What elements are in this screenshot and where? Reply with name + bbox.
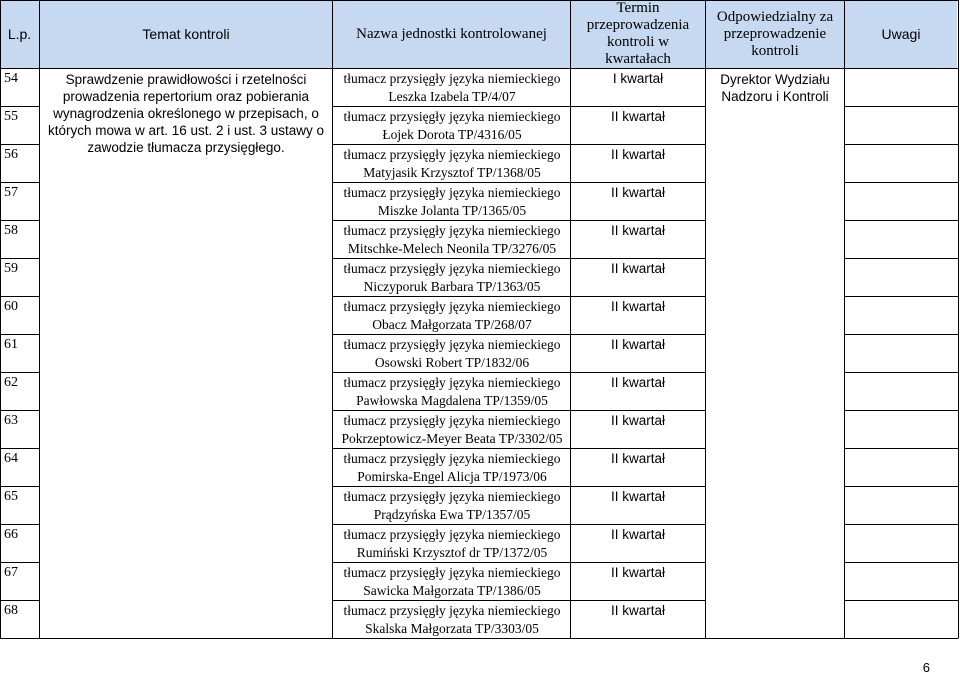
unit-cell <box>334 488 570 524</box>
row-number: 59 <box>4 261 18 276</box>
topic-line: Sprawdzenie prawidłowości i rzetelności <box>65 72 307 87</box>
unit-role: tłumacz przysięgły języka niemieckiego <box>343 299 561 314</box>
unit-name: Matyjasik Krzysztof TP/1368/05 <box>363 165 541 180</box>
unit-cell <box>334 184 570 220</box>
unit-name: Łojek Dorota TP/4316/05 <box>382 127 522 142</box>
row-number: 66 <box>4 527 18 542</box>
table-row <box>0 410 960 448</box>
page-number: 6 <box>922 660 930 675</box>
unit-role: tłumacz przysięgły języka niemieckiego <box>343 527 561 542</box>
unit-cell <box>334 260 570 296</box>
table-row <box>0 486 960 524</box>
row-number: 58 <box>4 223 18 238</box>
responsible-line: Dyrektor Wydziału <box>720 72 830 87</box>
row-number: 68 <box>4 603 18 618</box>
term-cell: II kwartał <box>610 261 665 276</box>
unit-name: Osowski Robert TP/1832/06 <box>374 355 530 370</box>
term-cell: II kwartał <box>610 565 665 580</box>
term-cell: II kwartał <box>610 451 665 466</box>
unit-name: Pokrzeptowicz-Meyer Beata TP/3302/05 <box>341 431 563 446</box>
term-cell: II kwartał <box>610 109 665 124</box>
row-number: 57 <box>4 185 18 200</box>
unit-role: tłumacz przysięgły języka niemieckiego <box>343 147 561 162</box>
term-cell: II kwartał <box>610 603 665 618</box>
row-number: 61 <box>4 337 18 352</box>
unit-cell <box>334 108 570 144</box>
unit-role: tłumacz przysięgły języka niemieckiego <box>343 603 561 618</box>
header-topic-label: Temat kontroli <box>142 25 230 42</box>
table-row <box>0 296 960 334</box>
table-row <box>0 524 960 562</box>
header-term-line: Termin <box>616 0 660 16</box>
table-row <box>0 182 960 220</box>
term-cell: II kwartał <box>610 527 665 542</box>
topic-line: prowadzenia repertorium oraz pobierania <box>62 89 310 104</box>
unit-name: Skalska Małgorzata TP/3303/05 <box>365 621 539 636</box>
header-responsible-line: Odpowiedzialny za <box>716 8 834 25</box>
table-row <box>0 334 960 372</box>
unit-role: tłumacz przysięgły języka niemieckiego <box>343 489 561 504</box>
unit-role: tłumacz przysięgły języka niemieckiego <box>343 71 561 86</box>
topic-line: których mowa w art. 16 ust. 2 i ust. 3 ustawy o <box>47 123 325 138</box>
unit-name: Rumiński Krzysztof dr TP/1372/05 <box>356 545 548 560</box>
term-cell: II kwartał <box>610 337 665 352</box>
row-number: 60 <box>4 299 18 314</box>
unit-role: tłumacz przysięgły języka niemieckiego <box>343 223 561 238</box>
table-row <box>0 220 960 258</box>
term-cell: II kwartał <box>610 223 665 238</box>
term-cell: II kwartał <box>610 413 665 428</box>
unit-name: Miszke Jolanta TP/1365/05 <box>377 203 527 218</box>
term-cell: II kwartał <box>610 147 665 162</box>
table-row <box>0 372 960 410</box>
unit-cell <box>334 602 570 638</box>
unit-name: Leszka Izabela TP/4/07 <box>388 89 516 104</box>
header-term-line: kwartałach <box>605 51 671 67</box>
unit-name: Prądzyńska Ewa TP/1357/05 <box>373 507 531 522</box>
term-cell: II kwartał <box>610 375 665 390</box>
unit-cell <box>334 564 570 600</box>
header-notes-label: Uwagi <box>881 25 921 42</box>
unit-cell <box>334 298 570 334</box>
header-lp-label: L.p. <box>7 25 32 42</box>
table-row <box>0 258 960 296</box>
table-row <box>0 106 960 144</box>
responsible-line: Nadzoru i Kontroli <box>721 89 829 104</box>
row-number: 62 <box>4 375 18 390</box>
row-number: 67 <box>4 565 18 580</box>
unit-cell <box>334 526 570 562</box>
unit-name: Pawłowska Magdalena TP/1359/05 <box>356 393 548 408</box>
row-number: 56 <box>4 147 18 162</box>
header-responsible-line: kontroli <box>751 42 799 59</box>
term-cell: I kwartał <box>612 71 664 86</box>
unit-cell <box>334 146 570 182</box>
unit-name: Pomirska-Engel Alicja TP/1973/06 <box>357 469 547 484</box>
row-number: 55 <box>4 109 18 124</box>
unit-name: Niczyporuk Barbara TP/1363/05 <box>363 279 541 294</box>
unit-name: Sawicka Małgorzata TP/1386/05 <box>363 583 541 598</box>
table-row <box>0 562 960 600</box>
unit-name: Mitschke-Melech Neonila TP/3276/05 <box>347 241 557 256</box>
table-row <box>0 600 960 638</box>
header-term-line: kontroli w <box>606 34 670 50</box>
header-unit-label: Nazwa jednostki kontrolowanej <box>356 25 547 42</box>
term-cell: II kwartał <box>610 299 665 314</box>
term-cell: II kwartał <box>610 185 665 200</box>
unit-cell <box>334 222 570 258</box>
header-responsible-line: przeprowadzenie <box>723 25 827 42</box>
header-term-line: przeprowadzenia <box>586 17 690 33</box>
unit-cell <box>334 336 570 372</box>
row-number: 65 <box>4 489 18 504</box>
unit-role: tłumacz przysięgły języka niemieckiego <box>343 413 561 428</box>
unit-name: Obacz Małgorzata TP/268/07 <box>372 317 532 332</box>
unit-role: tłumacz przysięgły języka niemieckiego <box>343 261 561 276</box>
term-cell: II kwartał <box>610 489 665 504</box>
unit-role: tłumacz przysięgły języka niemieckiego <box>343 337 561 352</box>
topic-line: zawodzie tłumacza przysięgłego. <box>87 140 285 155</box>
table-row <box>0 144 960 182</box>
table-row <box>0 448 960 486</box>
unit-role: tłumacz przysięgły języka niemieckiego <box>343 185 561 200</box>
row-number: 54 <box>4 71 18 86</box>
topic-line: wynagrodzenia określonego w przepisach, o <box>53 106 319 121</box>
unit-role: tłumacz przysięgły języka niemieckiego <box>343 375 561 390</box>
row-number: 64 <box>4 451 18 466</box>
table-row <box>0 68 960 106</box>
unit-cell <box>334 374 570 410</box>
unit-role: tłumacz przysięgły języka niemieckiego <box>343 451 561 466</box>
unit-cell <box>334 412 570 448</box>
unit-role: tłumacz przysięgły języka niemieckiego <box>343 565 561 580</box>
row-number: 63 <box>4 413 18 428</box>
unit-cell <box>334 70 570 106</box>
unit-role: tłumacz przysięgły języka niemieckiego <box>343 109 561 124</box>
unit-cell <box>334 450 570 486</box>
